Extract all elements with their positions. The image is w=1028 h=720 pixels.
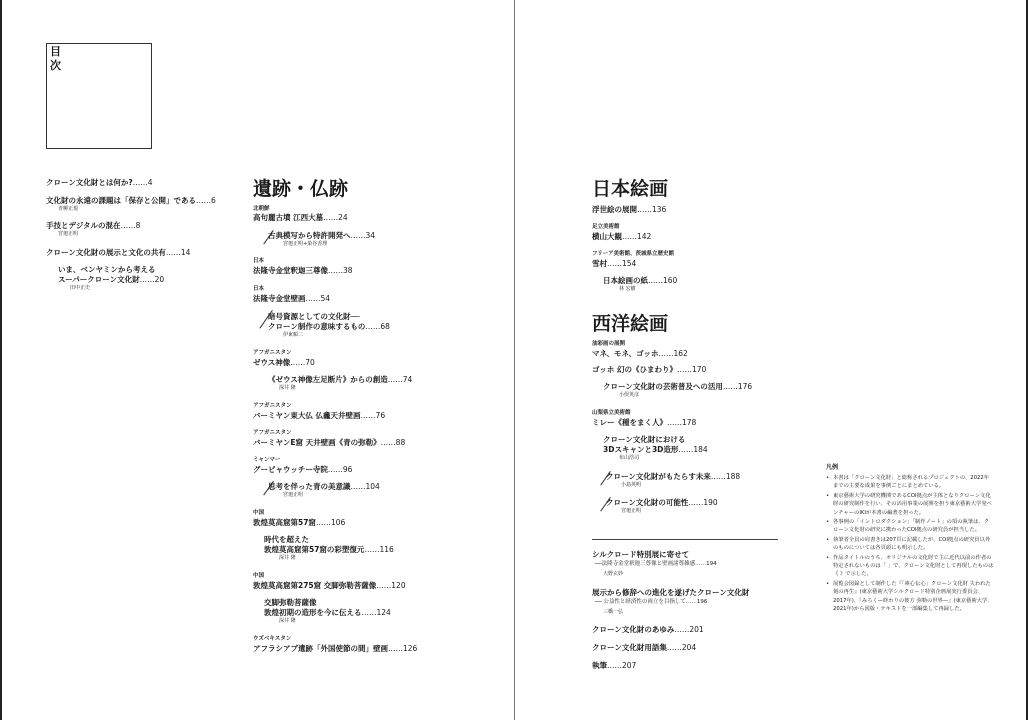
toc-author: 林 宏樹 <box>619 286 636 292</box>
toc-label: アフガニスタン <box>253 350 292 356</box>
toc-entry[interactable]: クローン文化財の芸術普及への活用……176 <box>603 382 753 391</box>
toc-label: 山梨県立美術館 <box>592 410 631 416</box>
toc-entry[interactable]: 敦煌莫高窟第275窟 交脚弥勒菩薩像……120 <box>253 581 406 590</box>
toc-entry[interactable]: 暗号資源としての文化財── <box>268 312 360 321</box>
toc-entry[interactable]: ゴッホ 幻の《ひまわり》……170 <box>592 365 707 374</box>
toc-label: 北朝鮮 <box>253 206 270 212</box>
toc-entry[interactable]: マネ、モネ、ゴッホ……162 <box>592 349 688 358</box>
toc-label: 足立美術館 <box>592 224 620 230</box>
toc-author: 宮廻正明 <box>621 508 642 514</box>
toc-entry[interactable]: 法隆寺金堂釈迦三尊像……38 <box>253 266 353 275</box>
toc-entry[interactable]: 思考を伴った青の美意識……104 <box>268 482 380 491</box>
toc-author: 布山浩司 <box>619 455 640 461</box>
right-page <box>514 0 1028 720</box>
toc-author: 深井 隆 <box>279 618 296 624</box>
toc-label: 油彩画の展開 <box>592 341 626 347</box>
toc-entry-line2[interactable]: 敦煌莫高窟第57窟の彩塑復元……116 <box>264 545 394 554</box>
toc-title-box <box>46 43 152 149</box>
toc-entry[interactable]: ゼウス神像……70 <box>253 358 315 367</box>
toc-entry[interactable]: 古典模写から特許開発へ……34 <box>268 231 376 240</box>
toc-entry[interactable]: クローン文化財のあゆみ……201 <box>592 625 704 634</box>
toc-title-char-1: 目 <box>50 45 61 58</box>
toc-entry[interactable]: いま、ベンヤミンから考える <box>58 265 156 274</box>
toc-entry[interactable]: シルクロード特別展に寄せて <box>592 550 690 559</box>
toc-entry-subtitle[interactable]: ──法隆寺金堂釈迦三尊像と壁画諸尊雑感……194 <box>595 561 717 567</box>
section-heading-ruins: 遺跡・仏跡 <box>253 178 349 200</box>
notes-title: 凡例 <box>826 464 839 471</box>
toc-label: 中国 <box>253 573 265 579</box>
toc-entry-line2[interactable]: 敦煌初期の造形を今に伝える……124 <box>264 608 391 617</box>
notes-item: • 本書は「クローン文化財」と総称されるプロジェクトの、2022年までの主要な成果を事例ごとにまとめている。 <box>826 474 994 491</box>
toc-author: 深井 隆 <box>279 385 296 391</box>
notes-item: • 東京藝術大学の研究機関であるCOI拠点が主体となりクローン文化財の研究制作を行い、その活用事業の展開を担う東京藝術大学発ベンチャーのIKIが本書の編著を担った。 <box>826 492 994 517</box>
toc-entry[interactable]: 法隆寺金堂壁画……54 <box>253 294 331 303</box>
toc-label: ウズベキスタン <box>253 636 292 642</box>
toc-entry[interactable]: 執筆……207 <box>592 661 637 670</box>
toc-entry[interactable]: クローン文化財とは何か?……4 <box>46 178 153 187</box>
toc-entry[interactable]: 時代を超えた <box>264 535 309 544</box>
toc-entry[interactable]: 日本絵画の紙……160 <box>603 276 678 285</box>
toc-author: 三橋一弘 <box>603 609 624 615</box>
toc-label: 日本 <box>253 258 265 264</box>
toc-entry[interactable]: 横山大観……142 <box>592 232 652 241</box>
toc-entry-line2[interactable]: 3Dスキャンと3D造形……184 <box>603 445 708 454</box>
toc-entry-subtitle[interactable]: ── 公益性と経済性の両立を目指して……196 <box>595 599 708 605</box>
notes-item: • 執筆者全員の肩書きは207頁に記載したが、COI拠点の研究員以外のものについては各頁頭にも明示した。 <box>826 536 994 553</box>
toc-title-char-2: 次 <box>50 59 61 72</box>
toc-author: 宮廻正明 <box>283 492 304 498</box>
toc-author: 宮廻正明+染谷香理 <box>283 241 328 247</box>
notes-item: • 作品タイトルのうち、オリジナルの文化財で主に近代以前の作者の特定されないものは「 」で、クローン文化財として再現したものは《 》で示した。 <box>826 554 994 579</box>
toc-author: 宮廻正明 <box>58 231 79 237</box>
toc-author: 田中正史 <box>70 285 91 291</box>
notes-list <box>826 474 994 615</box>
notes-item: • 各事例の「イントロダクション」「制作ノート」の項の執筆は、クローン文化財の研究に携わったCOI拠点の研究員が担当した。 <box>826 518 994 535</box>
toc-entry[interactable]: クローン文化財の可能性……190 <box>606 498 718 507</box>
toc-label: ミャンマー <box>253 457 281 463</box>
toc-entry[interactable]: クローン文化財における <box>603 435 686 444</box>
toc-author: 伊東順二 <box>283 332 304 338</box>
toc-author: 深井 隆 <box>279 555 296 561</box>
toc-label: アフガニスタン <box>253 430 292 436</box>
section-divider <box>592 539 778 540</box>
toc-entry[interactable]: クローン文化財がもたらす未来……188 <box>606 472 741 481</box>
toc-entry[interactable]: 高句麗古墳 江西大墓……24 <box>253 213 348 222</box>
toc-entry[interactable]: 《ゼウス神像左足断片》からの創造……74 <box>268 375 413 384</box>
toc-entry[interactable]: 敦煌莫高窟第57窟……106 <box>253 518 346 527</box>
toc-entry[interactable]: 雪村……154 <box>592 259 637 268</box>
toc-entry[interactable]: 展示から修辞への進化を遂げたクローン文化財 <box>592 588 750 597</box>
section-heading-japanese: 日本絵画 <box>592 178 669 200</box>
toc-label: 日本 <box>253 286 265 292</box>
toc-entry[interactable]: 浮世絵の展開……136 <box>592 205 667 214</box>
toc-entry[interactable]: バーミヤン東大仏 仏龕天井壁画……76 <box>253 411 386 420</box>
toc-label: フリーア美術館、茨城県立歴史館 <box>592 251 675 257</box>
toc-author: 大野玄妙 <box>603 571 624 577</box>
toc-entry[interactable]: 交脚弥勒菩薩像 <box>264 598 317 607</box>
toc-author: 小俣英彦 <box>619 392 640 398</box>
section-heading-western: 西洋絵画 <box>592 313 669 335</box>
toc-entry[interactable]: 手技とデジタルの混在……8 <box>46 221 141 230</box>
toc-entry[interactable]: クローン文化財の展示と文化の共有……14 <box>46 248 191 257</box>
toc-entry-line2[interactable]: クローン制作の意味するもの……68 <box>268 322 390 331</box>
toc-label: 中国 <box>253 510 265 516</box>
toc-label: アフガニスタン <box>253 403 292 409</box>
toc-entry-line2[interactable]: スーパークローン文化財……20 <box>58 275 165 284</box>
toc-entry[interactable]: グービャウッチー寺院……96 <box>253 465 353 474</box>
toc-entry[interactable]: クローン文化財用語集……204 <box>592 643 697 652</box>
toc-entry[interactable]: 文化財の永遠の課題は「保存と公開」である……6 <box>46 196 216 205</box>
toc-author: 小島英明 <box>621 482 642 488</box>
toc-author: 青柳正規 <box>58 206 79 212</box>
toc-entry[interactable]: アフラシアブ遺跡「外国使節の間」壁画……126 <box>253 644 418 653</box>
notes-item: • 展覧会図録として制作した『「素心伝心」クローン文化財 失われた刻の再生』(東京藝術大学シルクロード特別企画展実行委員会、2017年)、『みろく—終わりの彼方 弥勒の世界—』(東京藝術大学、2021年)から図版・テキストを一部編集して再録した。 <box>826 580 994 614</box>
toc-entry[interactable]: バーミヤンE窟 天井壁画《青の弥勒》……88 <box>253 438 406 447</box>
toc-entry[interactable]: ミレー《種をまく人》……178 <box>592 418 697 427</box>
